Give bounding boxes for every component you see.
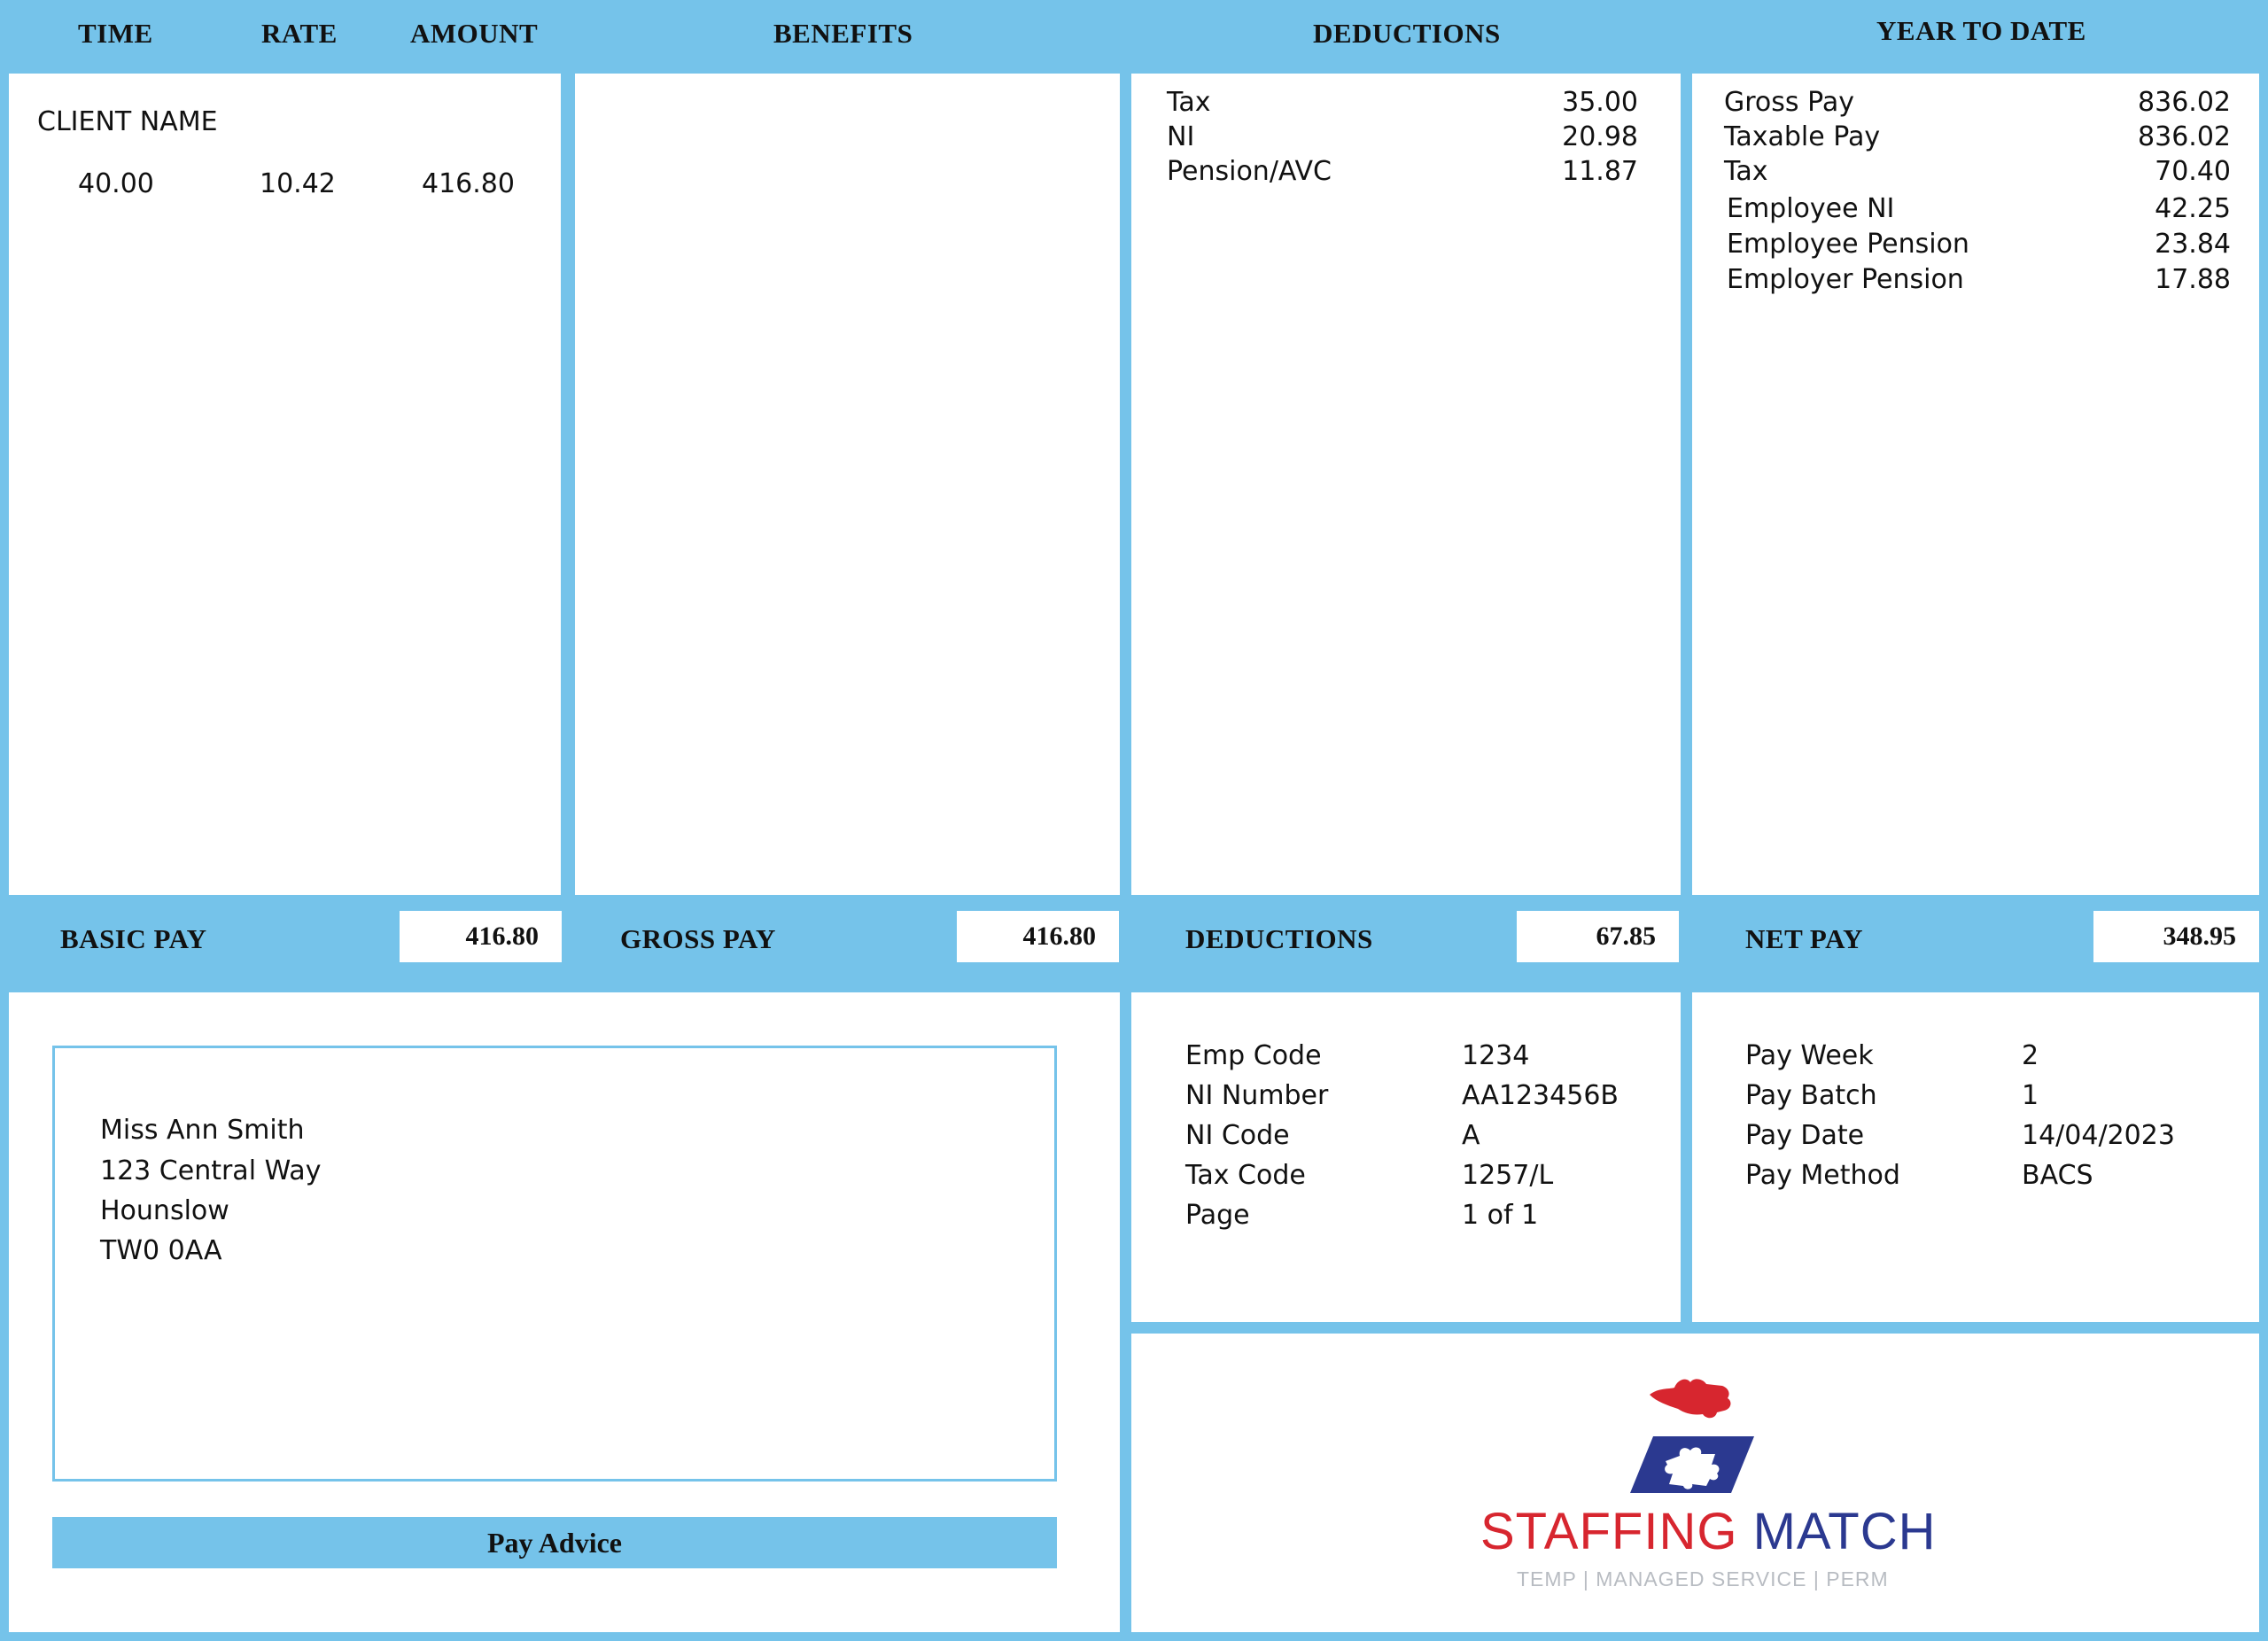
ytd-value: 23.84 <box>2155 229 2231 260</box>
payment-label: Pay Week <box>1745 1040 1874 1071</box>
employee-label: Emp Code <box>1185 1040 1322 1071</box>
deduction-label: NI <box>1167 121 1195 152</box>
header-benefits: BENEFITS <box>773 18 913 49</box>
benefits-panel <box>575 74 1120 895</box>
employee-label: Page <box>1185 1200 1250 1231</box>
payment-value: 1 <box>2022 1080 2039 1111</box>
earnings-panel <box>9 74 561 895</box>
gross-pay-value: 416.80 <box>957 911 1119 962</box>
header-rate: RATE <box>261 18 338 49</box>
pay-advice-banner: Pay Advice <box>52 1517 1057 1568</box>
address-town: Hounslow <box>100 1195 229 1226</box>
deduction-value: 20.98 <box>1562 121 1638 152</box>
deduction-value: 35.00 <box>1562 87 1638 118</box>
ytd-label: Tax <box>1724 156 1768 187</box>
payment-value: 14/04/2023 <box>2022 1120 2175 1151</box>
earnings-amount: 416.80 <box>422 168 515 199</box>
earnings-time: 40.00 <box>78 168 154 199</box>
ytd-value: 836.02 <box>2138 87 2231 118</box>
ytd-value: 836.02 <box>2138 121 2231 152</box>
address-name: Miss Ann Smith <box>100 1115 305 1146</box>
client-name: CLIENT NAME <box>37 106 218 137</box>
employee-label: Tax Code <box>1185 1160 1306 1191</box>
deductions-total-label: DEDUCTIONS <box>1185 923 1373 954</box>
address-panel <box>9 992 1120 1632</box>
deduction-label: Tax <box>1167 87 1211 118</box>
basic-pay-value: 416.80 <box>400 911 562 962</box>
deductions-total-value: 67.85 <box>1517 911 1679 962</box>
ytd-label: Taxable Pay <box>1724 121 1881 152</box>
ytd-label: Employee Pension <box>1727 229 1969 260</box>
logo-panel <box>1131 1334 2259 1632</box>
year-to-date-panel <box>1692 74 2259 895</box>
ytd-value: 17.88 <box>2155 264 2231 295</box>
gross-pay-label: GROSS PAY <box>620 923 776 954</box>
ytd-value: 42.25 <box>2155 193 2231 224</box>
header-deductions: DEDUCTIONS <box>1313 18 1501 49</box>
deduction-label: Pension/AVC <box>1167 156 1332 187</box>
payment-label: Pay Batch <box>1745 1080 1877 1111</box>
red-puzzle-shape <box>1650 1379 1730 1418</box>
logo-word-staffing: STAFFING <box>1480 1503 1738 1560</box>
payment-label: Pay Date <box>1745 1120 1865 1151</box>
employee-value: 1257/L <box>1462 1160 1554 1191</box>
net-pay-label: NET PAY <box>1745 923 1863 954</box>
logo-word-match: MATCH <box>1752 1503 1937 1560</box>
payment-label: Pay Method <box>1745 1160 1900 1191</box>
employee-label: NI Number <box>1185 1080 1329 1111</box>
employee-value: AA123456B <box>1462 1080 1619 1111</box>
payment-details-panel <box>1692 992 2259 1322</box>
header-time: TIME <box>78 18 153 49</box>
payment-value: BACS <box>2022 1160 2093 1191</box>
employee-details-panel <box>1131 992 1681 1322</box>
ytd-value: 70.40 <box>2155 156 2231 187</box>
logo-wordmark <box>1480 1502 1937 1561</box>
payment-value: 2 <box>2022 1040 2039 1071</box>
earnings-rate: 10.42 <box>260 168 336 199</box>
employee-label: NI Code <box>1185 1120 1290 1151</box>
employee-value: 1234 <box>1462 1040 1530 1071</box>
logo-tagline: TEMP | MANAGED SERVICE | PERM <box>1517 1567 1889 1590</box>
address-box <box>52 1046 1057 1482</box>
ytd-label: Employee NI <box>1727 193 1895 224</box>
basic-pay-label: BASIC PAY <box>60 923 207 954</box>
employee-value: A <box>1462 1120 1480 1151</box>
address-street: 123 Central Way <box>100 1155 322 1186</box>
deduction-value: 11.87 <box>1562 156 1638 187</box>
address-postcode: TW0 0AA <box>100 1235 222 1266</box>
header-amount: AMOUNT <box>410 18 539 49</box>
deductions-panel <box>1131 74 1681 895</box>
red-puzzle-piece-icon <box>1646 1375 1735 1421</box>
employee-value: 1 of 1 <box>1462 1200 1539 1231</box>
header-year-to-date: YEAR TO DATE <box>1876 15 2086 46</box>
net-pay-value: 348.95 <box>2093 911 2259 962</box>
blue-puzzle-piece-icon <box>1630 1436 1754 1493</box>
ytd-label: Employer Pension <box>1727 264 1964 295</box>
ytd-label: Gross Pay <box>1724 87 1854 118</box>
